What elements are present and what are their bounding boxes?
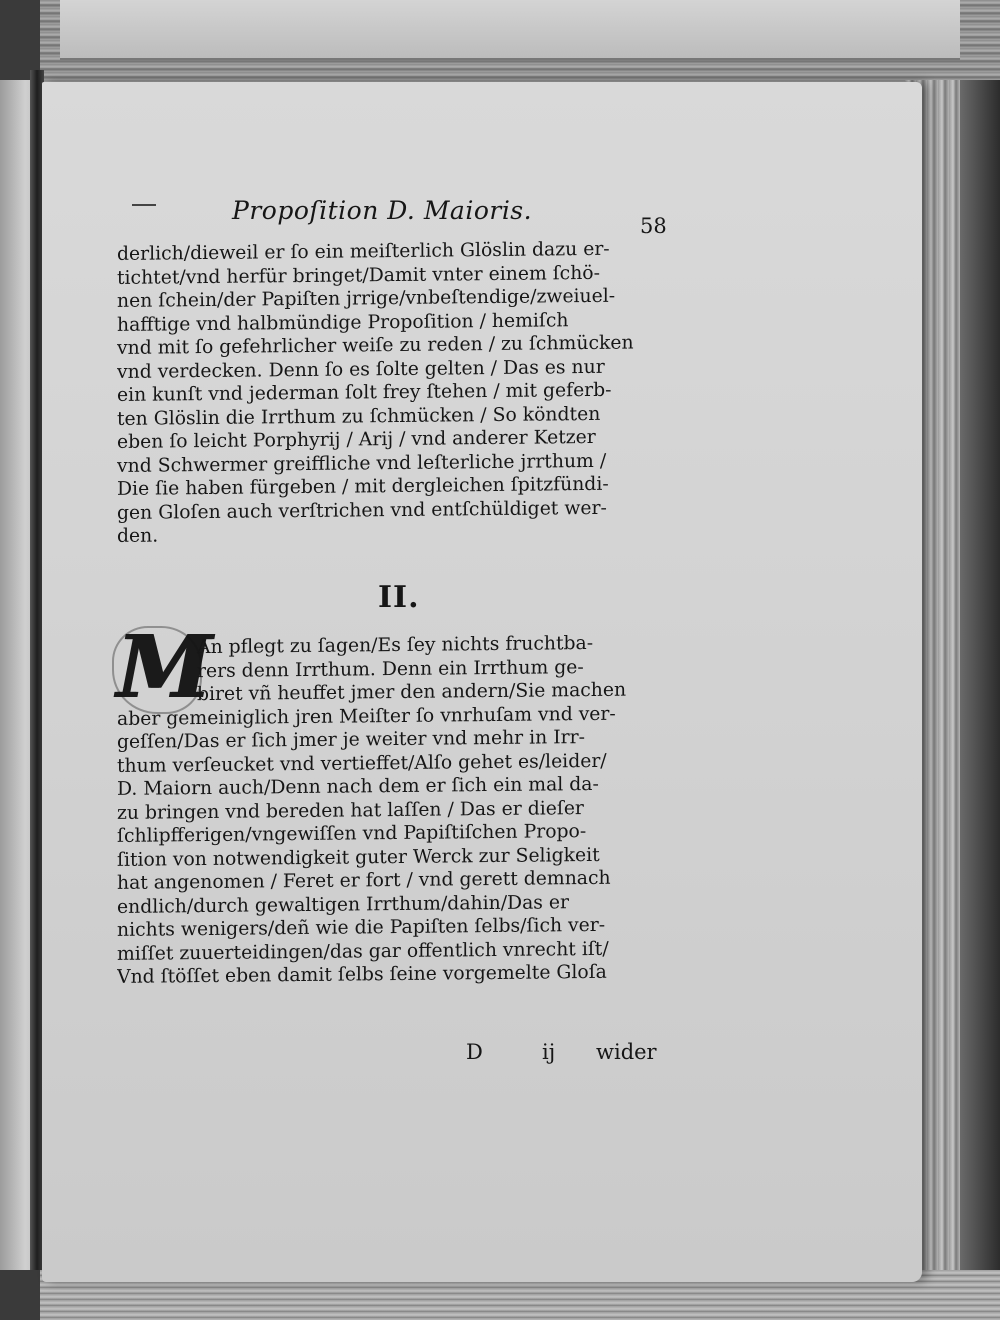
text-line: vnd Schwermer greiffliche vnd leſterliche jrrthum / (117, 450, 607, 477)
signature-mark: D (466, 1040, 483, 1064)
text-line: D. Maiorn auch/Denn nach dem er ſich ein mal da- (117, 773, 599, 800)
text-line: nichts wenigers/deñ wie die Papiſten ſelbs/ſich ver- (117, 914, 606, 941)
text-line: rers denn Irrthum. Denn ein Irrthum ge- (197, 656, 584, 682)
text-line: An pflegt zu ſagen/Es ſey nichts fruchtba- (197, 632, 594, 659)
text-line: hafftige vnd halbmündige Propoſition / hemiſch (117, 309, 569, 336)
text-line: tichtet/vnd herfür bringet/Damit vnter einem ſchö- (117, 262, 600, 289)
text-line: Vnd ſtöſſet eben damit ſelbs ſeine vorgemelte Gloſa (117, 961, 607, 988)
text-line: den. (117, 525, 159, 547)
text-line: eben ſo leicht Porphyrij / Arij / vnd anderer Ketzer (117, 426, 596, 453)
catchword: wider (596, 1040, 657, 1064)
text-line: thum verſeucket vnd vertieffet/Alſo gehet es/leider/ (117, 750, 607, 777)
text-line: vnd verdecken. Denn ſo es ſolte gelten / Das es nur (117, 356, 605, 383)
text-line: gen Gloſen auch verſtrichen vnd entſchüldiget wer- (117, 497, 607, 524)
text-line: ten Glöslin die Irrthum zu ſchmücken / So köndten (117, 403, 601, 430)
running-head: Propoſition D. Maioris. (232, 196, 533, 225)
section-number: II. (378, 580, 420, 615)
text-line: zu bringen vnd bereden hat laſſen / Das er dieſer (117, 797, 584, 824)
signature-number: ij (542, 1040, 556, 1064)
binding-shadow (960, 80, 1000, 1320)
text-line: ſchlipfferigen/vngewiſſen vnd Papiſtiſchen Propo- (117, 821, 587, 847)
text-line: nen ſchein/der Papiſten jrrige/vnbeſtendige/zweiuel- (117, 285, 616, 312)
text-line: Die ſie haben fürgeben / mit dergleichen ſpitzfündi- (117, 473, 609, 500)
text-line: hat angenomen / Feret er fort / vnd gerett demnach (117, 867, 611, 894)
paragraph-text (117, 634, 677, 987)
text-line: miſſet zuuerteidingen/das gar offentlich vnrecht iſt/ (117, 938, 609, 965)
text-line: endlich/durch gewaltigen Irrthum/dahin/Das er (117, 891, 569, 918)
text-line: vnd mit ſo gefehrlicher weiſe zu reden / zu ſchmücken (117, 332, 634, 359)
text-line: biret vñ heuffet jmer den andern/Sie machen (197, 679, 627, 706)
text-line: derlich/dieweil er ſo ein meiſterlich Glöslin dazu er- (117, 238, 610, 265)
running-head-dash (132, 204, 156, 206)
text-line: aber gemeiniglich jren Meiſter ſo vnrhuſam vnd ver- (117, 703, 616, 730)
text-line: ſition von notwendigkeit guter Werck zur Seligkeit (117, 844, 600, 871)
decorated-initial: M (116, 617, 212, 718)
body-text (117, 240, 677, 546)
page-number: 58 (640, 214, 667, 238)
text-line: geſſen/Das er ſich jmer je weiter vnd mehr in Irr- (117, 727, 585, 753)
text-line: ein kunſt vnd jederman ſolt frey ſtehen / mit geferb- (117, 379, 612, 406)
